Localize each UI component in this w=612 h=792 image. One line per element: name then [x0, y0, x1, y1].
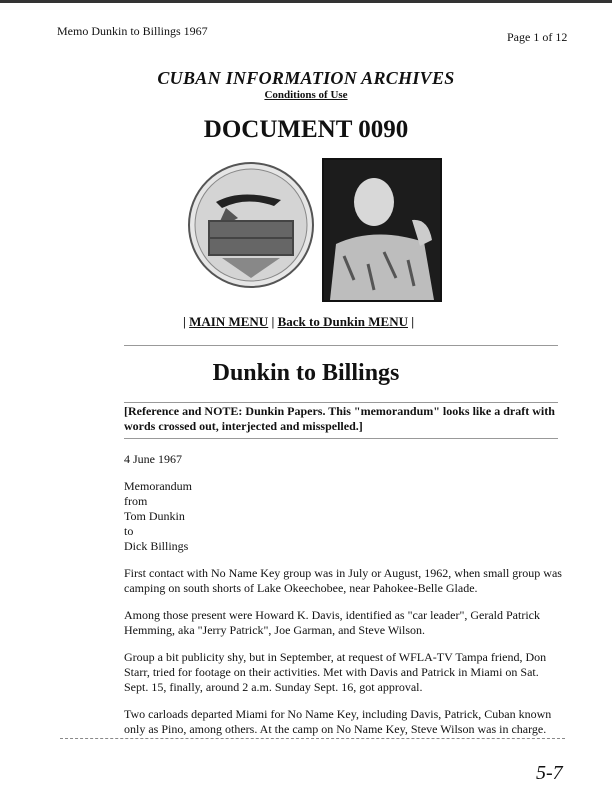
memo-paragraph: Group a bit publicity shy, but in September, at request of WFLA-TV Tampa friend, Don Starr, tried for footage on their activities. Met with Davis and Patrick in Miami on Sat. Sept. 15, finally, around 2 a.m. Sunday Sept. 16, got approval. — [124, 650, 547, 694]
cuban-information-logo — [186, 160, 316, 290]
page-top-edge — [0, 0, 612, 3]
back-to-dunkin-menu-link[interactable]: Back to Dunkin MENU — [277, 314, 408, 329]
memo-paragraph: Among those present were Howard K. Davis, identified as "car leader", Gerald Patrick Hemming, aka "Jerry Patrick", Joe Garman, and Steve Wilson. — [124, 608, 540, 637]
memo-line: from — [124, 494, 148, 508]
main-menu-link[interactable]: MAIN MENU — [189, 314, 269, 329]
navigation-links: | MAIN MENU | Back to Dunkin MENU | — [183, 314, 415, 329]
portrait-photo — [322, 158, 442, 302]
memo-date: 4 June 1967 — [124, 452, 182, 466]
handwritten-page-note: 5-7 — [536, 762, 563, 784]
divider — [124, 345, 558, 346]
page-number: Page 1 of 12 — [507, 30, 568, 44]
archive-title: CUBAN INFORMATION ARCHIVES — [157, 68, 455, 88]
page-header-title: Memo Dunkin to Billings 1967 — [57, 24, 208, 38]
memo-paragraph: Two carloads departed Miami for No Name Key, including Davis, Patrick, Cuban known only as Pino, among others. At the camp on No Name Key, Steve Wilson was in charge. — [124, 707, 552, 736]
divider — [124, 438, 558, 439]
document-number: DOCUMENT 0090 — [203, 116, 409, 143]
reference-note: [Reference and NOTE: Dunkin Papers. This "memorandum" looks like a draft with words crossed out, interjected and misspelled.] — [124, 404, 555, 433]
memo-line: Dick Billings — [124, 539, 189, 553]
memo-body — [124, 452, 564, 749]
memo-line: Tom Dunkin — [124, 509, 185, 523]
divider — [124, 402, 558, 403]
document-heading: Dunkin to Billings — [212, 360, 400, 386]
memo-paragraph: First contact with No Name Key group was in July or August, 1962, when small group was camping on south shorts of Lake Okeechobee, near Pahokee-Belle Glade. — [124, 566, 562, 595]
conditions-of-use-link[interactable]: Conditions of Use — [264, 89, 348, 101]
memo-line: Memorandum — [124, 479, 192, 493]
memo-line: to — [124, 524, 134, 538]
page-footer-divider — [60, 738, 565, 739]
